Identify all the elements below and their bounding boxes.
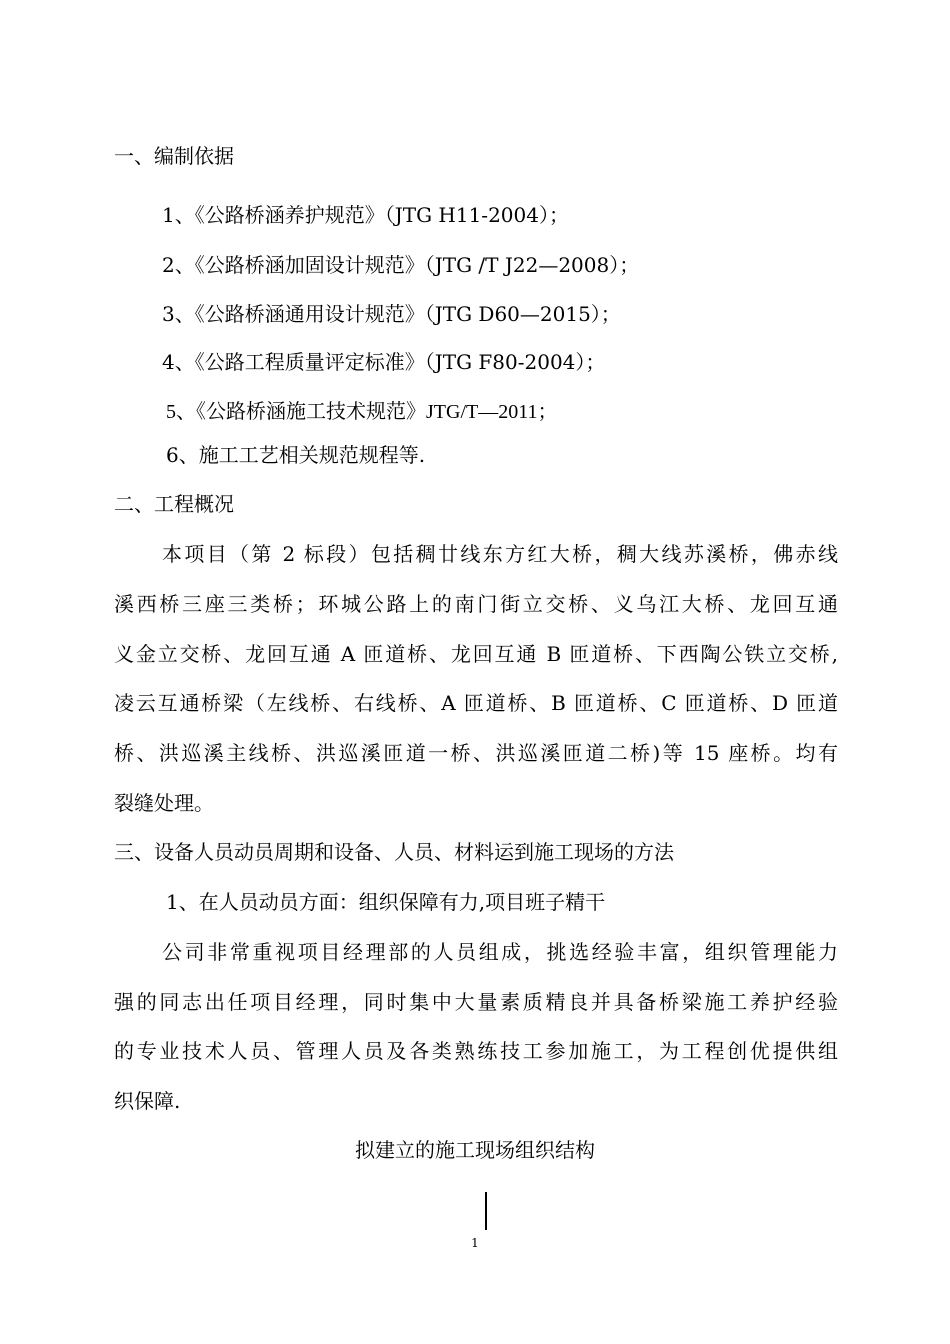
subsection-heading: 1、在人员动员方面：组织保障有力,项目班子精干 [166,890,606,914]
paragraph-line: 义金立交桥、龙回互通 A 匝道桥、龙回互通 B 匝道桥、下西陶公铁立交桥, [114,642,838,666]
section1-heading: 一、编制依据 [114,144,234,168]
reference-item: 4、《公路工程质量评定标准》（JTG F80-2004）； [162,350,606,374]
paragraph-line: 桥、洪巡溪主线桥、洪巡溪匝道一桥、洪巡溪匝道二桥)等 15 座桥。均有 [114,741,838,765]
reference-item: 2、《公路桥涵加固设计规范》（JTG /T J22—2008）； [162,253,640,277]
reference-item: 3、《公路桥涵通用设计规范》（JTG D60—2015）； [162,302,621,326]
paragraph-line: 本项目（第 2 标段）包括稠廿线东方红大桥，稠大线苏溪桥，佛赤线 [162,542,838,566]
org-chart-caption: 拟建立的施工现场组织结构 [355,1138,595,1162]
paragraph-line: 的专业技术人员、管理人员及各类熟练技工参加施工，为工程创优提供组 [114,1039,838,1063]
paragraph-line: 溪西桥三座三类桥；环城公路上的南门街立交桥、义乌江大桥、龙回互通 [114,592,838,616]
org-chart-connector-line [485,1192,487,1230]
page-number: 1 [471,1236,479,1250]
section3-heading: 三、设备人员动员周期和设备、人员、材料运到施工现场的方法 [114,840,674,864]
paragraph-line: 强的同志出任项目经理，同时集中大量素质精良并具备桥梁施工养护经验 [114,990,838,1014]
reference-item: 6、施工工艺相关规范规程等. [166,443,426,467]
reference-item: 1、《公路桥涵养护规范》（JTG H11-2004）； [162,203,569,227]
section2-heading: 二、工程概况 [114,492,234,516]
paragraph-line: 凌云互通桥梁（左线桥、右线桥、A 匝道桥、B 匝道桥、C 匝道桥、D 匝道 [114,691,838,715]
paragraph-line: 织保障. [114,1089,181,1113]
paragraph-line: 公司非常重视项目经理部的人员组成，挑选经验丰富，组织管理能力 [162,940,838,964]
paragraph-line: 裂缝处理。 [114,791,214,815]
reference-item: 5、《公路桥涵施工技术规范》JTG/T—2011； [166,401,558,423]
